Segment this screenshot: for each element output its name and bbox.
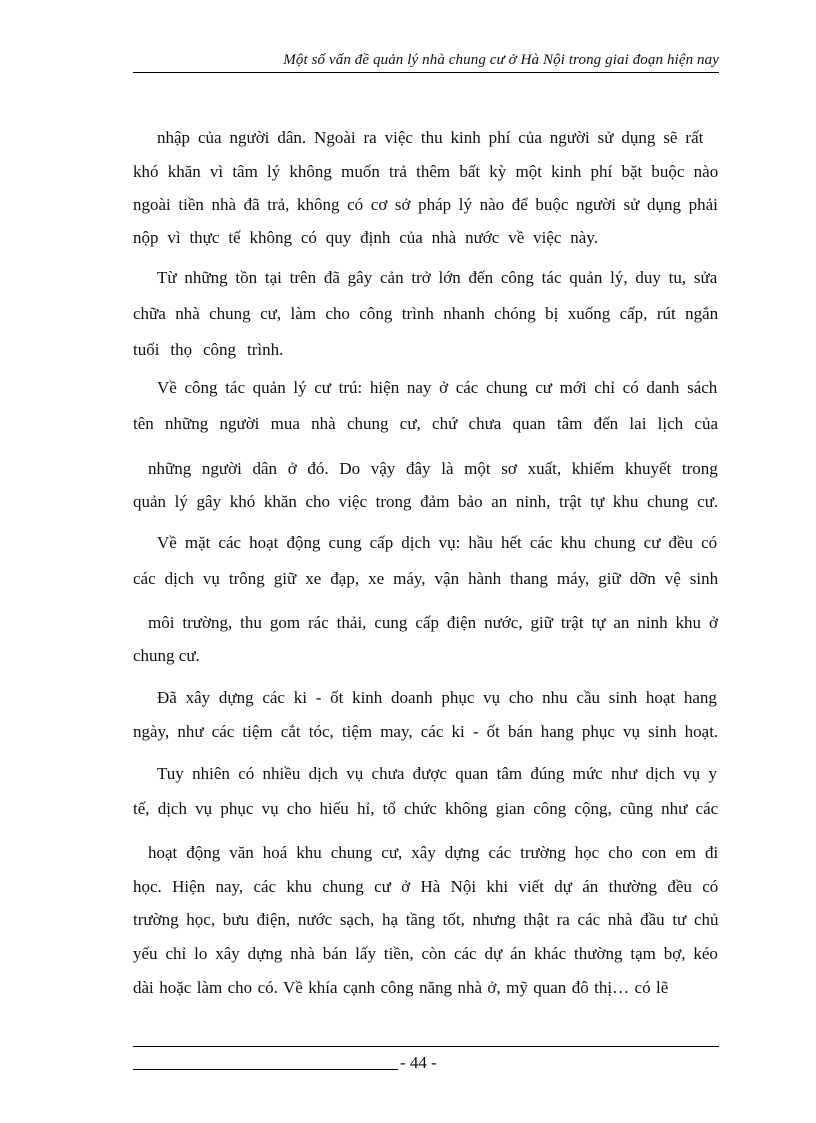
page-number: - 44 - (400, 1053, 437, 1072)
text-line: trường học, bưu điện, nước sạch, hạ tầng tốt, nhưng thật ra các nhà đầu tư chủ (133, 910, 719, 929)
text-line: những người dân ở đó. Do vậy đây là một sơ xuất, khiếm khuyết trong (148, 459, 718, 478)
text-line: ngày, như các tiệm cắt tóc, tiệm may, các ki - ốt bán hang phục vụ sinh hoạt. (133, 722, 719, 741)
text-line: yếu chỉ lo xây dựng nhà bán lấy tiền, còn các dự án khác thường tạm bợ, kéo (133, 944, 718, 963)
text-line: Từ những tồn tại trên đã gây cản trở lớn đến công tác quản lý, duy tu, sửa (157, 268, 718, 287)
text-line: Tuy nhiên có nhiều dịch vụ chưa được quan tâm đúng mức như dịch vụ y (157, 764, 717, 783)
text-line: môi trường, thu gom rác thải, cung cấp điện nước, giữ trật tự an ninh khu ở (148, 613, 718, 632)
text-line: quản lý gây khó khăn cho việc trong đảm bảo an ninh, trật tự khu chung cư. (133, 492, 719, 511)
text-line: tế, dịch vụ phục vụ cho hiếu hỉ, tổ chức không gian công cộng, cũng như các (133, 799, 719, 818)
footer-divider (133, 1046, 719, 1047)
text-line: Về mặt các hoạt động cung cấp dịch vụ: hầu hết các khu chung cư đều có (157, 533, 718, 552)
text-line: chữa nhà chung cư, làm cho công trình nhanh chóng bị xuống cấp, rút ngắn (133, 304, 719, 323)
text-line: chung cư. (133, 646, 200, 665)
running-header: Một số vấn đề quản lý nhà chung cư ở Hà Nội trong giai đoạn hiện nay (283, 52, 719, 68)
text-line: tuổi thọ công trình. (133, 340, 284, 359)
text-line: khó khăn vì tâm lý không muốn trả thêm bất kỳ một kinh phí bặt buộc nào (133, 162, 719, 181)
text-line: ngoài tiền nhà đã trả, không có cơ sở pháp lý nào để buộc người sử dụng phải (133, 195, 718, 214)
text-line: tên những người mua nhà chung cư, chứ chưa quan tâm đến lai lịch của (133, 414, 718, 433)
text-line: nhập của người dân. Ngoài ra việc thu kinh phí của người sử dụng sẽ rất (157, 128, 704, 147)
text-line: học. Hiện nay, các khu chung cư ở Hà Nội khi viết dự án thường đều có (133, 877, 719, 896)
text-line: nộp vì thực tế không có quy định của nhà nước về việc này. (133, 228, 598, 247)
text-line: Về công tác quản lý cư trú: hiện nay ở các chung cư mới chỉ có danh sách (157, 378, 718, 397)
footer-short-rule (133, 1069, 398, 1070)
text-line: dài hoặc làm cho có. Về khía cạnh công năng nhà ở, mỹ quan đô thị… có lẽ (133, 978, 669, 997)
text-line: các dịch vụ trông giữ xe đạp, xe máy, vận hành thang máy, giữ dỡn vệ sinh (133, 569, 719, 588)
text-line: hoạt động văn hoá khu chung cư, xây dựng các trường học cho con em đi (148, 843, 719, 862)
text-line: Đã xây dựng các ki - ốt kinh doanh phục vụ cho nhu cầu sinh hoạt hang (157, 688, 717, 707)
header-divider (133, 72, 719, 73)
